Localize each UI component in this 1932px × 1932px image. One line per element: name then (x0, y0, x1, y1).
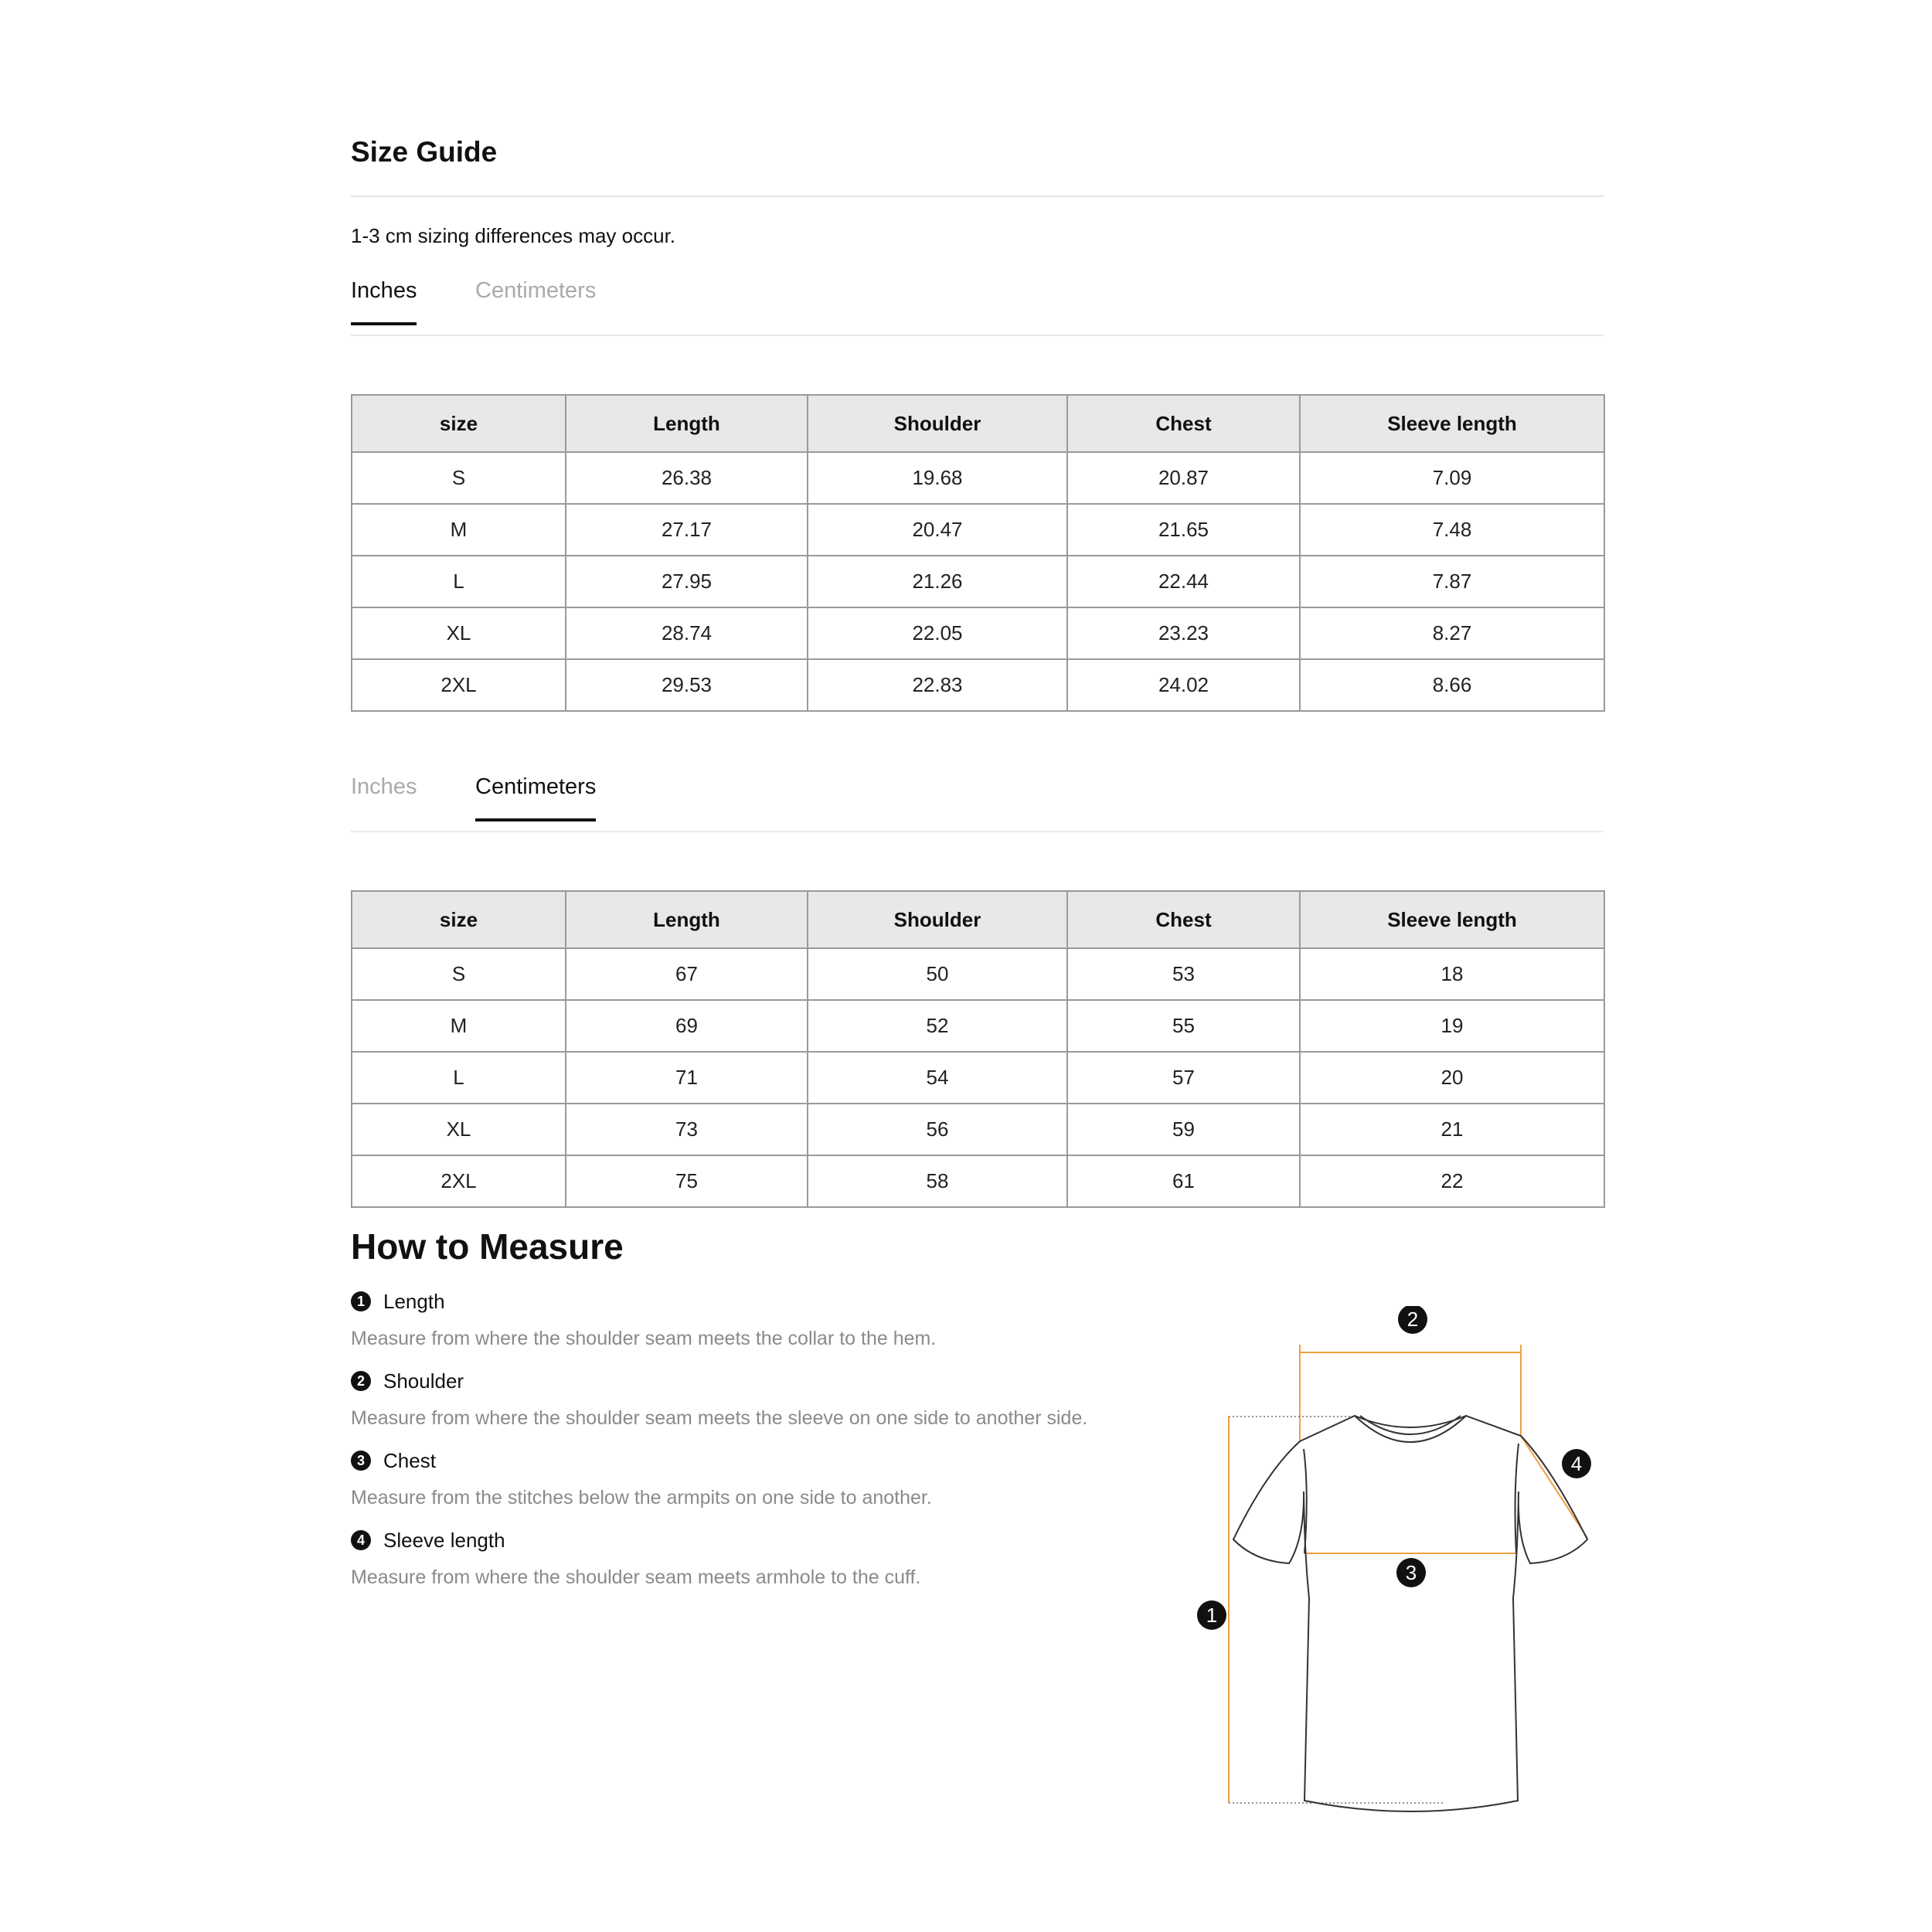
step-number-badge: 1 (351, 1291, 371, 1311)
measure-step-length (351, 1284, 1124, 1364)
step-number-badge: 2 (351, 1371, 371, 1391)
table-cell: 27.95 (566, 556, 808, 607)
table-cell: 23.23 (1067, 607, 1300, 659)
sizing-note: 1-3 cm sizing differences may occur. (351, 224, 676, 247)
tabs-baseline (351, 831, 1604, 832)
table-cell: 67 (566, 948, 808, 1000)
column-header: Sleeve length (1300, 891, 1604, 948)
table-cell: 71 (566, 1052, 808, 1104)
step-name: Chest (383, 1448, 436, 1472)
table-cell: 7.87 (1300, 556, 1604, 607)
column-header: size (352, 891, 566, 948)
column-header: Length (566, 395, 808, 452)
tab-centimeters[interactable]: Centimeters (475, 774, 596, 820)
step-name: Sleeve length (383, 1528, 505, 1552)
table-cell: 20 (1300, 1052, 1604, 1104)
tshirt-outline (1233, 1416, 1587, 1811)
measure-step-sleeve-length (351, 1523, 1124, 1603)
svg-text:1: 1 (1206, 1604, 1218, 1627)
table-cell: XL (352, 607, 566, 659)
marker-chest (1396, 1558, 1426, 1587)
tab-inches[interactable]: Inches (351, 774, 417, 799)
table-cell: 61 (1067, 1155, 1300, 1207)
svg-text:3: 3 (1405, 1561, 1417, 1584)
table-cell: 7.09 (1300, 452, 1604, 504)
column-header: Sleeve length (1300, 395, 1604, 452)
table-cell: 69 (566, 1000, 808, 1052)
size-table-centimeters (351, 890, 1605, 1208)
table-cell: 26.38 (566, 452, 808, 504)
column-header: Chest (1067, 395, 1300, 452)
measure-step-shoulder (351, 1364, 1124, 1444)
step-description: Measure from where the shoulder seam meets the sleeve on one side to another side. (351, 1407, 1088, 1429)
marker-sleeve (1562, 1449, 1591, 1478)
column-header: size (352, 395, 566, 452)
measure-step-chest (351, 1444, 1124, 1523)
column-header: Length (566, 891, 808, 948)
tab-centimeters[interactable]: Centimeters (475, 278, 597, 303)
step-name: Shoulder (383, 1369, 464, 1393)
table-cell: 28.74 (566, 607, 808, 659)
column-header: Shoulder (808, 395, 1067, 452)
table-row (352, 659, 1604, 711)
table-cell: 2XL (352, 1155, 566, 1207)
marker-length (1197, 1600, 1226, 1630)
table-cell: 56 (808, 1104, 1067, 1155)
table-row (352, 556, 1604, 607)
table-cell: 75 (566, 1155, 808, 1207)
table-cell: 19 (1300, 1000, 1604, 1052)
step-description: Measure from where the shoulder seam meets armhole to the cuff. (351, 1566, 921, 1588)
table-cell: 19.68 (808, 452, 1067, 504)
table-cell: 57 (1067, 1052, 1300, 1104)
table-cell: 21.26 (808, 556, 1067, 607)
table-body (352, 452, 1604, 711)
tab-inches[interactable]: Inches (351, 278, 417, 324)
table-cell: S (352, 948, 566, 1000)
table-cell: 20.47 (808, 504, 1067, 556)
table-cell: 8.66 (1300, 659, 1604, 711)
table-cell: L (352, 556, 566, 607)
table-cell: 22.44 (1067, 556, 1300, 607)
table-cell: M (352, 1000, 566, 1052)
table-cell: 59 (1067, 1104, 1300, 1155)
column-header: Shoulder (808, 891, 1067, 948)
table-cell: S (352, 452, 566, 504)
step-description: Measure from where the shoulder seam meets the collar to the hem. (351, 1328, 937, 1349)
table-cell: 20.87 (1067, 452, 1300, 504)
title-divider (351, 196, 1604, 197)
table-body (352, 948, 1604, 1207)
table-row (352, 504, 1604, 556)
table-cell: 73 (566, 1104, 808, 1155)
table-row (352, 1104, 1604, 1155)
step-number-badge: 3 (351, 1451, 371, 1471)
table-header-row (352, 395, 1604, 452)
table-cell: 22.05 (808, 607, 1067, 659)
table-cell: 27.17 (566, 504, 808, 556)
table-cell: 8.27 (1300, 607, 1604, 659)
table-header-row (352, 891, 1604, 948)
svg-text:2: 2 (1406, 1308, 1419, 1331)
table-cell: 7.48 (1300, 504, 1604, 556)
tshirt-diagram-icon (1181, 1306, 1614, 1816)
table-cell: 54 (808, 1052, 1067, 1104)
table-row (352, 1052, 1604, 1104)
svg-text:4: 4 (1570, 1452, 1583, 1475)
column-header: Chest (1067, 891, 1300, 948)
table-cell: 2XL (352, 659, 566, 711)
how-to-measure-title: How to Measure (351, 1226, 624, 1267)
measure-steps (351, 1284, 1124, 1603)
table-cell: 53 (1067, 948, 1300, 1000)
table-cell: 22 (1300, 1155, 1604, 1207)
table-row (352, 452, 1604, 504)
step-name: Length (383, 1289, 445, 1313)
table-cell: 22.83 (808, 659, 1067, 711)
table-cell: L (352, 1052, 566, 1104)
table-cell: 29.53 (566, 659, 808, 711)
table-cell: 55 (1067, 1000, 1300, 1052)
unit-tabs-inches-section (351, 278, 1604, 336)
table-cell: 52 (808, 1000, 1067, 1052)
table-row (352, 1000, 1604, 1052)
table-cell: 50 (808, 948, 1067, 1000)
step-description: Measure from the stitches below the armpits on one side to another. (351, 1487, 932, 1509)
table-cell: 58 (808, 1155, 1067, 1207)
tabs-baseline (351, 335, 1604, 336)
table-row (352, 1155, 1604, 1207)
table-cell: M (352, 504, 566, 556)
table-row (352, 607, 1604, 659)
marker-shoulder (1398, 1306, 1427, 1334)
unit-tabs-cm-section (351, 774, 1604, 832)
table-cell: 21 (1300, 1104, 1604, 1155)
page-title: Size Guide (351, 136, 498, 168)
table-row (352, 948, 1604, 1000)
size-table-inches (351, 394, 1605, 712)
table-cell: XL (352, 1104, 566, 1155)
table-cell: 21.65 (1067, 504, 1300, 556)
step-number-badge: 4 (351, 1530, 371, 1550)
table-cell: 24.02 (1067, 659, 1300, 711)
table-cell: 18 (1300, 948, 1604, 1000)
